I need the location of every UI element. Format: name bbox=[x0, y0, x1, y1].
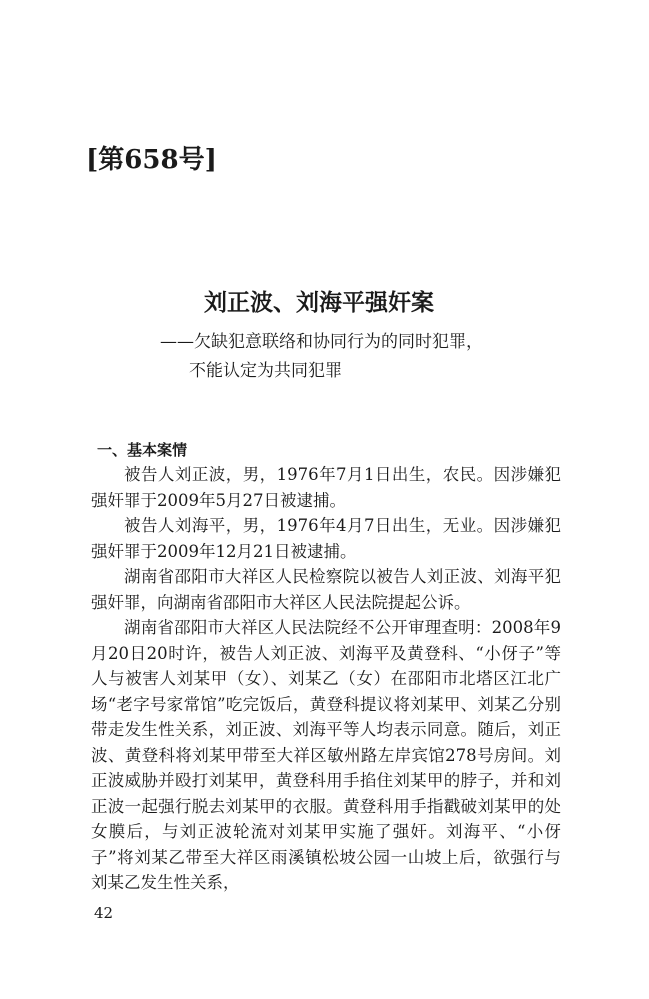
paragraph-facts: 湖南省邵阳市大祥区人民法院经不公开审理查明：2008年9月20日20时许，被告人刘正波、刘海平及黄登科、“小伢子”等人与被害人刘某甲（女）、刘某乙（女）在邵阳市北塔区江北广场“老字号家常馆”吃完饭后，黄登科提议将刘某甲、刘某乙分别带走发生性关系，刘正波、刘海平等人均表示同意。随后，刘正波、黄登科将刘某甲带至大祥区敏州路左岸宾馆278号房间。刘正波威胁并殴打刘某甲，黄登科用手掐住刘某甲的脖子，并和刘正波一起强行脱去刘某甲的衣服。黄登科用手指戳破刘某甲的处女膜后，与刘正波轮流对刘某甲实施了强奸。刘海平、“小伢子”将刘某乙带至大祥区雨溪镇松坡公园一山坡上后，欲强行与刘某乙发生性关系， bbox=[91, 618, 561, 892]
case-number: [第658号] bbox=[86, 145, 217, 175]
paragraph-defendant-2: 被告人刘海平，男，1976年4月7日出生，无业。因涉嫌犯强奸罪于2009年12月21日被逮捕。 bbox=[91, 516, 561, 561]
body-text bbox=[91, 462, 561, 896]
section-heading: 一、基本案情 bbox=[97, 441, 188, 459]
case-subtitle-line-2: 不能认定为共同犯罪 bbox=[189, 361, 342, 381]
case-subtitle-line-1: ——欠缺犯意联络和协同行为的同时犯罪， bbox=[160, 332, 483, 352]
case-title: 刘正波、刘海平强奸案 bbox=[204, 289, 434, 316]
paragraph-prosecution: 湖南省邵阳市大祥区人民检察院以被告人刘正波、刘海平犯强奸罪，向湖南省邵阳市大祥区人民法院提起公诉。 bbox=[91, 567, 561, 612]
page-number: 42 bbox=[94, 904, 114, 922]
paragraph-defendant-1: 被告人刘正波，男，1976年7月1日出生，农民。因涉嫌犯强奸罪于2009年5月27日被逮捕。 bbox=[91, 465, 561, 510]
